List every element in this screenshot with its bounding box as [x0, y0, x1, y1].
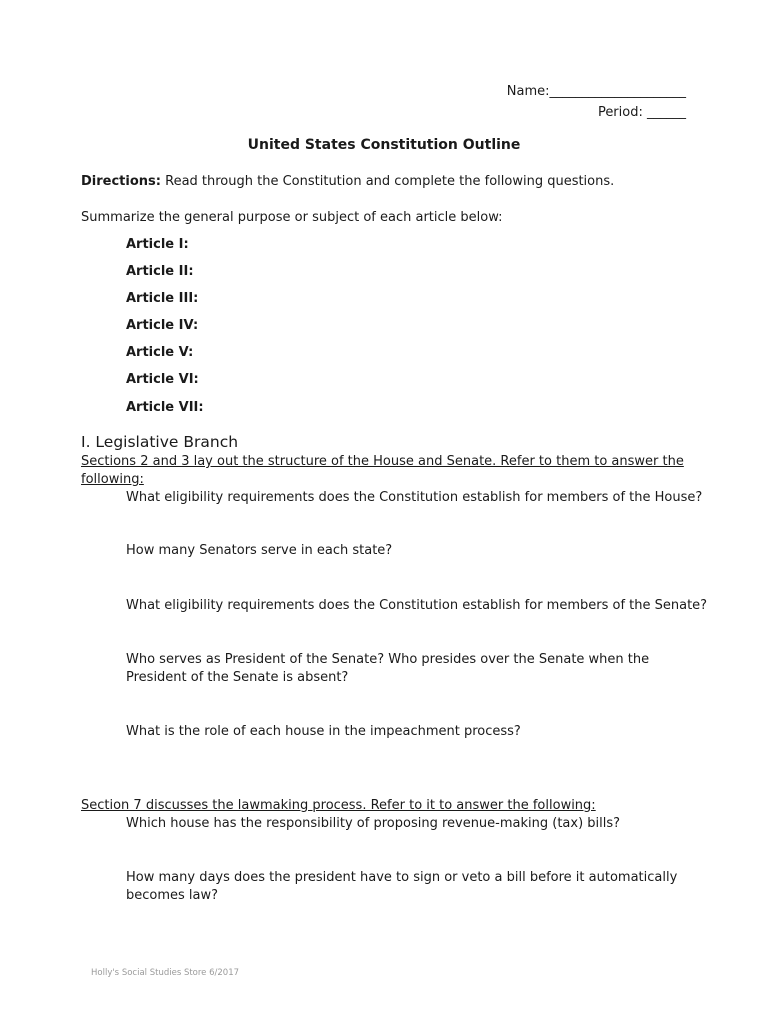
- question-veto-days-line2: becomes law?: [126, 888, 219, 903]
- article-6-label: Article VI:: [126, 372, 199, 387]
- article-7-label: Article VII:: [126, 400, 204, 415]
- page-title: United States Constitution Outline: [247, 137, 521, 153]
- legislative-branch-heading: I. Legislative Branch: [81, 433, 239, 451]
- article-3-label: Article III:: [126, 291, 199, 306]
- question-senate-president-line2: President of the Senate is absent?: [126, 670, 349, 685]
- question-senators-per-state: How many Senators serve in each state?: [126, 543, 393, 558]
- sections-2-3-intro-line1: Sections 2 and 3 lay out the structure of the House and Senate. Refer to them to answer the: [81, 454, 684, 469]
- directions-label: Directions:: [81, 174, 161, 189]
- question-senate-eligibility: What eligibility requirements does the Constitution establish for members of the Senate?: [126, 598, 708, 613]
- article-1-label: Article I:: [126, 237, 189, 252]
- question-house-eligibility: What eligibility requirements does the Constitution establish for members of the House?: [126, 490, 703, 505]
- question-impeachment: What is the role of each house in the impeachment process?: [126, 724, 521, 739]
- period-field[interactable]: Period: ______: [597, 105, 686, 120]
- article-5-label: Article V:: [126, 345, 194, 360]
- sections-2-3-intro-line2: following:: [81, 472, 144, 487]
- question-veto-days-line1: How many days does the president have to sign or veto a bill before it automatically: [126, 870, 678, 885]
- question-senate-president-line1: Who serves as President of the Senate? Who presides over the Senate when the: [126, 652, 650, 667]
- article-4-label: Article IV:: [126, 318, 199, 333]
- question-revenue-bills: Which house has the responsibility of proposing revenue-making (tax) bills?: [126, 816, 621, 831]
- directions-text: Read through the Constitution and complete the following questions.: [160, 174, 615, 189]
- footer-credit: Holly's Social Studies Store 6/2017: [91, 968, 240, 978]
- directions: [81, 173, 614, 191]
- name-field[interactable]: Name:_____________________: [506, 84, 686, 99]
- article-2-label: Article II:: [126, 264, 194, 279]
- section-7-intro: Section 7 discusses the lawmaking process. Refer to it to answer the following:: [81, 798, 596, 813]
- summarize-prompt: Summarize the general purpose or subject of each article below:: [81, 210, 503, 225]
